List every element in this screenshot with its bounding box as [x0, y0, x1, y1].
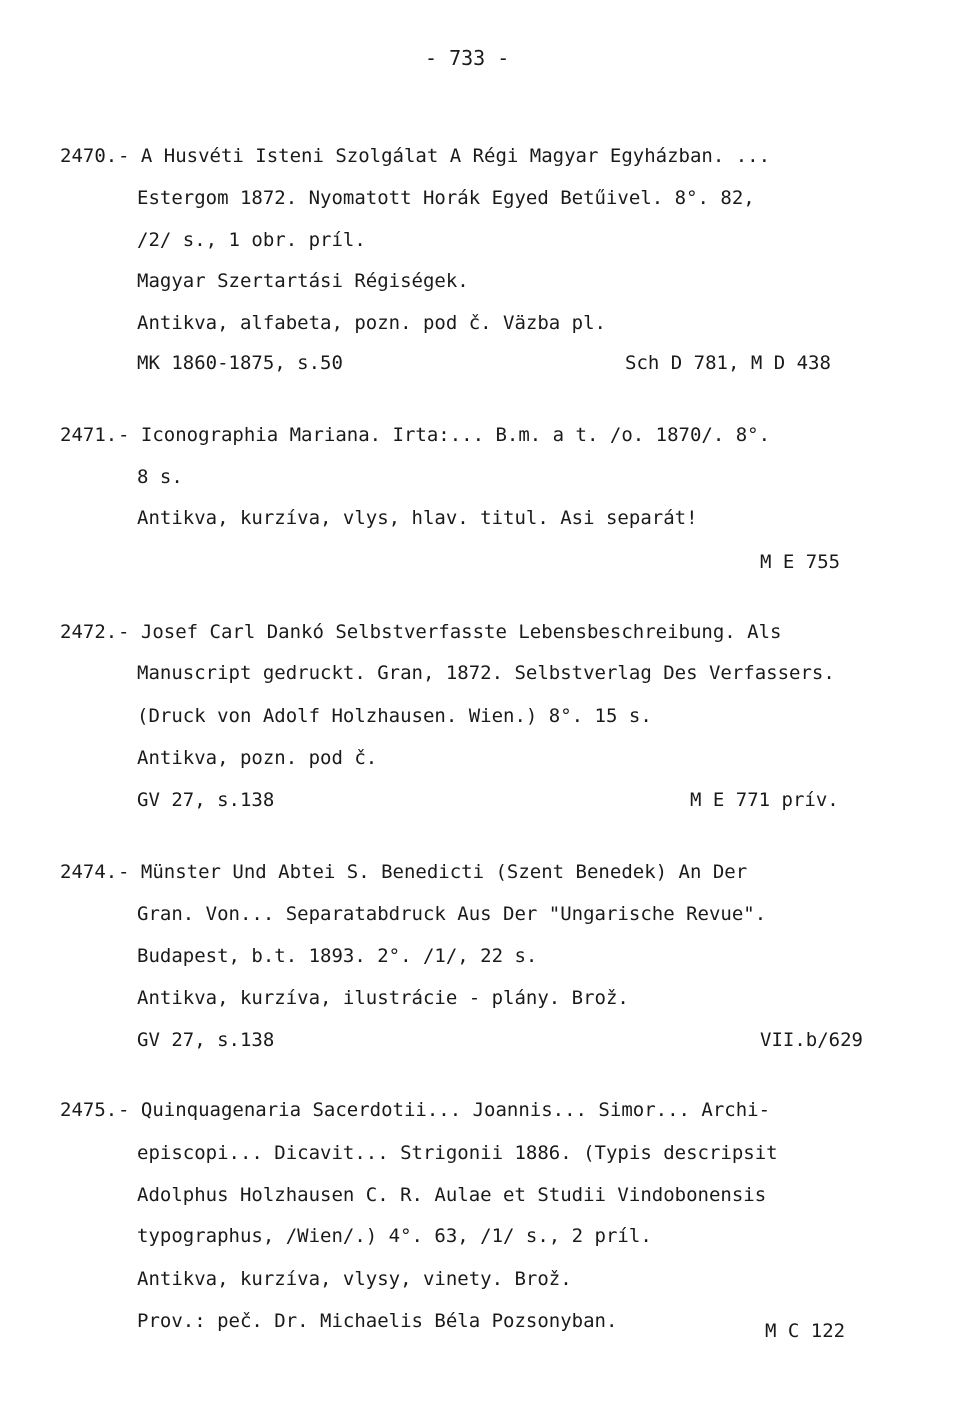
reference-right: VII.b/629: [760, 1029, 863, 1051]
entry-line: - Quinquagenaria Sacerdotii... Joannis... Simor... Archi-: [118, 1099, 771, 1121]
entry-line: Adolphus Holzhausen C. R. Aulae et Studii Vindobonensis: [137, 1184, 767, 1206]
entry-line: Antikva, kurzíva, vlysy, vinety. Brož.: [137, 1268, 572, 1290]
entry-line: - A Husvéti Isteni Szolgálat A Régi Magyar Egyházban. ...: [118, 145, 771, 167]
reference-right: M E 771 prív.: [690, 789, 839, 811]
entry-line: (Druck von Adolf Holzhausen. Wien.) 8°. 15 s.: [137, 705, 652, 727]
entry-line: Antikva, kurzíva, vlys, hlav. titul. Asi separát!: [137, 507, 698, 529]
reference-right: Sch D 781, M D 438: [625, 352, 831, 374]
entry-line: Estergom 1872. Nyomatott Horák Egyed Betűivel. 8°. 82,: [137, 187, 755, 209]
entry-line: Magyar Szertartási Régiségek.: [137, 270, 469, 292]
entry-number: 2472.: [60, 621, 118, 643]
entry-number: 2470.: [60, 145, 118, 167]
reference-left: GV 27, s.138: [137, 1029, 275, 1051]
entry-line: /2/ s., 1 obr. príl.: [137, 229, 366, 251]
entry-line: Manuscript gedruckt. Gran, 1872. Selbstverlag Des Verfassers.: [137, 662, 835, 684]
entry-line: Antikva, kurzíva, ilustrácie - plány. Brož.: [137, 987, 629, 1009]
entry-line: - Iconographia Mariana. Irta:... B.m. a t. /o. 1870/. 8°.: [118, 424, 771, 446]
reference-right: M C 122: [765, 1320, 846, 1342]
entry-line: Antikva, pozn. pod č.: [137, 747, 378, 769]
entry-line: episcopi... Dicavit... Strigonii 1886. (Typis descripsit: [137, 1142, 778, 1164]
page-number: - 733 -: [425, 46, 510, 70]
entry-line: - Josef Carl Dankó Selbstverfasste Lebensbeschreibung. Als: [118, 621, 782, 643]
entry-number: 2474.: [60, 861, 118, 883]
reference-left: MK 1860-1875, s.50: [137, 352, 343, 374]
entry-line: Gran. Von... Separatabdruck Aus Der "Ungarische Revue".: [137, 903, 767, 925]
entry-line: Budapest, b.t. 1893. 2°. /1/, 22 s.: [137, 945, 538, 967]
entry-line: - Münster Und Abtei S. Benedicti (Szent Benedek) An Der: [118, 861, 748, 883]
entry-number: 2471.: [60, 424, 118, 446]
entry-number: 2475.: [60, 1099, 118, 1121]
entry-line: Antikva, alfabeta, pozn. pod č. Väzba pl.: [137, 312, 606, 334]
reference-right: M E 755: [760, 551, 841, 573]
reference-left: GV 27, s.138: [137, 789, 275, 811]
entry-line: typographus, /Wien/.) 4°. 63, /1/ s., 2 príl.: [137, 1225, 652, 1247]
reference-left: Prov.: peč. Dr. Michaelis Béla Pozsonyban.: [137, 1310, 618, 1332]
entry-line: 8 s.: [137, 466, 183, 488]
